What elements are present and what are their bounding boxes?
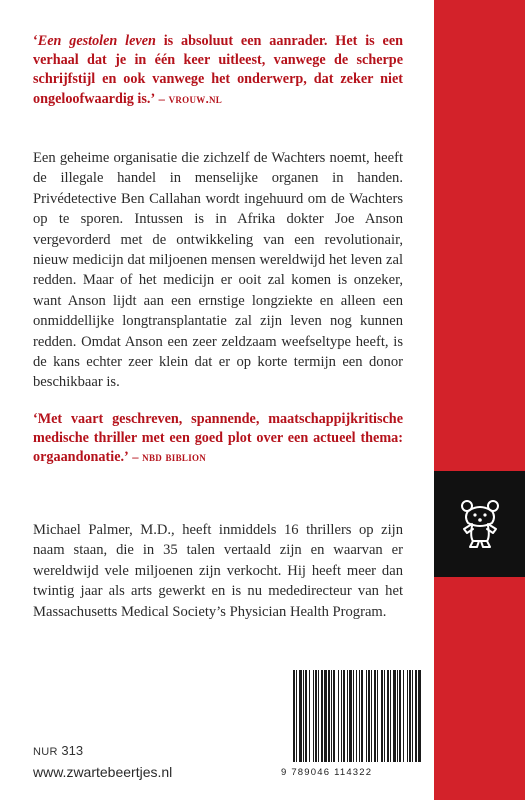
barcode-bar — [347, 670, 348, 762]
barcode-bar — [361, 670, 363, 762]
barcode-bar — [393, 670, 396, 762]
barcode-bar — [374, 670, 376, 762]
barcode-bars — [293, 670, 423, 766]
nur-code — [33, 743, 83, 758]
red-spine-bar — [434, 0, 525, 800]
barcode-bar — [296, 670, 297, 762]
barcode-bar — [381, 670, 383, 762]
barcode-bar — [387, 670, 389, 762]
website-url: www.zwartebeertjes.nl — [33, 764, 173, 780]
barcode-bar — [303, 670, 304, 762]
barcode-bar — [418, 670, 421, 762]
barcode-bar — [356, 670, 357, 762]
review-2-text: ‘Met vaart geschreven, spannende, maatschappijkritische medische thriller met een goed plot over een actueel thema: orgaandonatie.’ — [33, 411, 403, 466]
barcode-bar — [313, 670, 314, 762]
barcode-bar — [338, 670, 339, 762]
barcode-bar — [412, 670, 413, 762]
barcode-bar — [299, 670, 302, 762]
barcode-bar — [368, 670, 370, 762]
barcode-bar — [353, 670, 354, 762]
book-title: Een gestolen leven — [37, 33, 156, 49]
barcode-bar — [384, 670, 385, 762]
barcode-bar — [341, 670, 342, 762]
barcode-bar — [343, 670, 345, 762]
nur-number: 313 — [61, 743, 84, 758]
synopsis: Een geheime organisatie die zichzelf de Wachters noemt, heeft de illegale handel in menselijke organen in handen. Privédetective Ben Callahan wordt ingehuurd om de Wachters op te sporen. Intussen is in Afrika dokter Joe Anson vergevorderd met de ontwikkeling van een revolutionair, nieuw medicijn dat miljoenen mensen wereldwijd het leven zal redden. Maar of het medicijn er ooit zal komen is onzeker, want Anson lijdt aan een ernstige longziekte en alleen een onmiddellijke longtransplantatie zal zijn leven nog kunnen redden. Omdat Anson een zeer zeldzaam weefseltype heeft, is de kans echter zeer klein dat er op korte termijn een donor beschikbaar is. — [33, 150, 403, 391]
barcode-bar — [293, 670, 295, 762]
barcode-bar — [407, 670, 408, 762]
barcode-bar — [321, 670, 323, 762]
barcode-bar — [324, 670, 327, 762]
barcode-bar — [399, 670, 401, 762]
review-1-text: is absoluut een aanrader. Het is een verhaal dat je in één keer uitleest, vanwege de scherpe schrijfstijl en ook vanwege het onderwerp, dat zeker niet ongeloofwaardig is.’ — [33, 33, 404, 107]
review-quote-1 — [33, 32, 403, 109]
barcode-bar — [315, 670, 317, 762]
barcode-bar — [333, 670, 335, 762]
barcode-bar — [309, 670, 310, 762]
barcode-bar — [397, 670, 398, 762]
barcode-bar — [371, 670, 372, 762]
barcode-bar — [305, 670, 307, 762]
barcode-bar — [377, 670, 378, 762]
barcode-bar — [331, 670, 332, 762]
barcode-bar — [403, 670, 404, 762]
open-quote-mark: ‘ — [33, 33, 38, 49]
author-bio: Michael Palmer, M.D., heeft inmiddels 16 thrillers op zijn naam staan, die in 35 talen vertaald zijn en waarvan er wereldwijd vele miljoenen zijn verkocht. Hij heeft meer dan twintig jaar als arts gewerkt en is nu mededirecteur van het Massachusetts Medical Society’s Physician Health Program. — [33, 522, 403, 620]
barcode-bar — [415, 670, 417, 762]
bear-logo-icon — [458, 499, 502, 549]
publisher-logo — [434, 471, 525, 577]
review-1-source: – vrouw.nl — [155, 91, 223, 106]
barcode-bar — [318, 670, 319, 762]
barcode-bar — [366, 670, 367, 762]
barcode-bar — [390, 670, 391, 762]
barcode-bar — [359, 670, 360, 762]
isbn-number: 9 789046 114322 — [281, 767, 373, 778]
review-2-source: – nbd biblion — [128, 450, 207, 465]
nur-label: NUR — [33, 746, 58, 758]
isbn-barcode — [279, 670, 426, 782]
review-quote-2 — [33, 410, 403, 468]
barcode-bar — [409, 670, 411, 762]
barcode-bar — [349, 670, 352, 762]
barcode-bar — [328, 670, 330, 762]
